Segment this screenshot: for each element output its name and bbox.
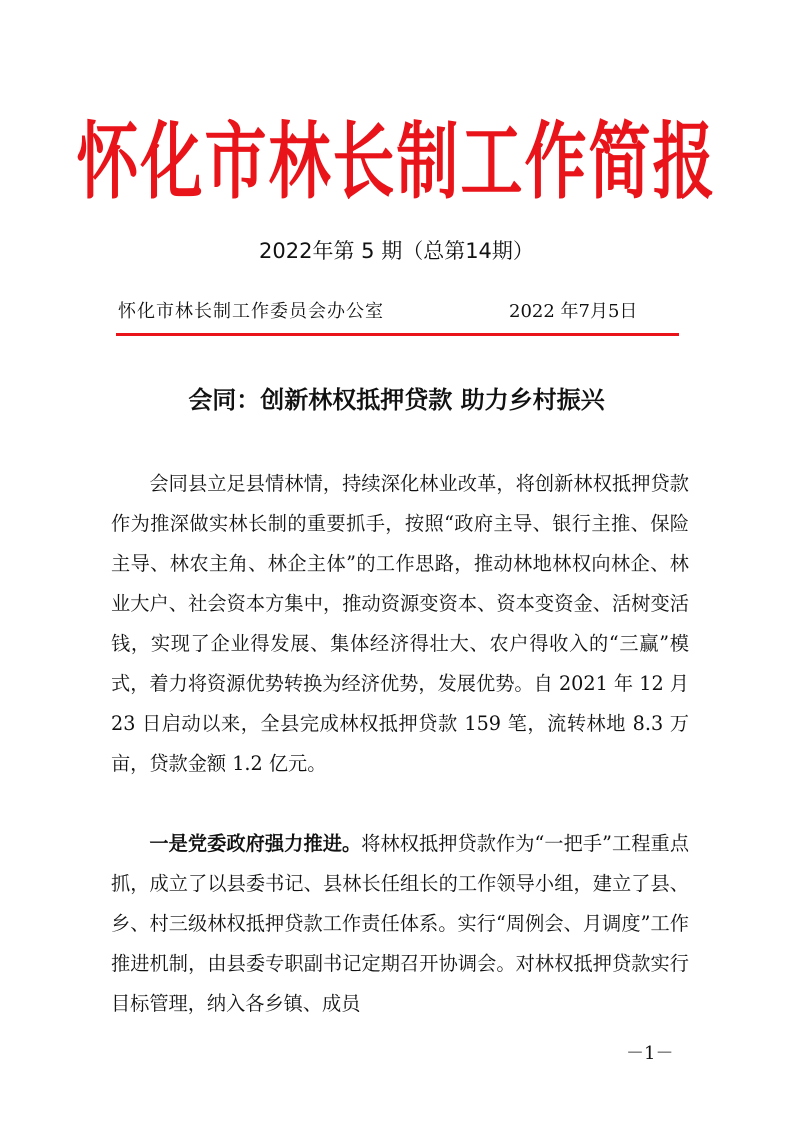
paragraph-2-body: 将林权抵押贷款作为“一把手”工程重点抓，成立了以县委书记、县林长任组长的工作领导小组，建立了县、乡、村三级林权抵押贷款工作责任体系。实行“周例会、月调度”工作推进机制，由县委专职副书记定期召开协调会。对林权抵押贷款实行目标管理，纳入各乡镇、成员 (111, 832, 690, 1015)
paragraph-2-lead: 一是党委政府强力推进。 (149, 832, 362, 855)
article-paragraph-2 (111, 824, 689, 1024)
issue-number: 2022年第 5 期（总第14期） (259, 239, 534, 263)
masthead-divider (116, 333, 679, 336)
masthead-title: 怀化市林长制工作简报 (76, 112, 717, 211)
article-headline: 会同：创新林权抵押贷款 助力乡村振兴 (188, 385, 605, 414)
issue-date: 2022 年7月5日 (509, 301, 638, 322)
page-number: －1－ (626, 1043, 674, 1064)
article-paragraph-1: 会同县立足县情林情，持续深化林业改革，将创新林权抵押贷款作为推深做实林长制的重要抓手，按照“政府主导、银行主推、保险主导、林农主角、林企主体”的工作思路，推动林地林权向林企、林业大户、社会资本方集中，推动资源变资本、资本变资金、活树变活钱，实现了企业得发展、集体经济得壮大、农户得收入的“三赢”模式，着力将资源优势转换为经济优势，发展优势。自 2021 年 12 月 23 日启动以来，全县完成林权抵押贷款 159 笔，流转林地 8.3 万亩，贷款金额 1.2 亿元。 (111, 472, 689, 775)
issuer-name: 怀化市林长制工作委员会办公室 (118, 301, 384, 322)
